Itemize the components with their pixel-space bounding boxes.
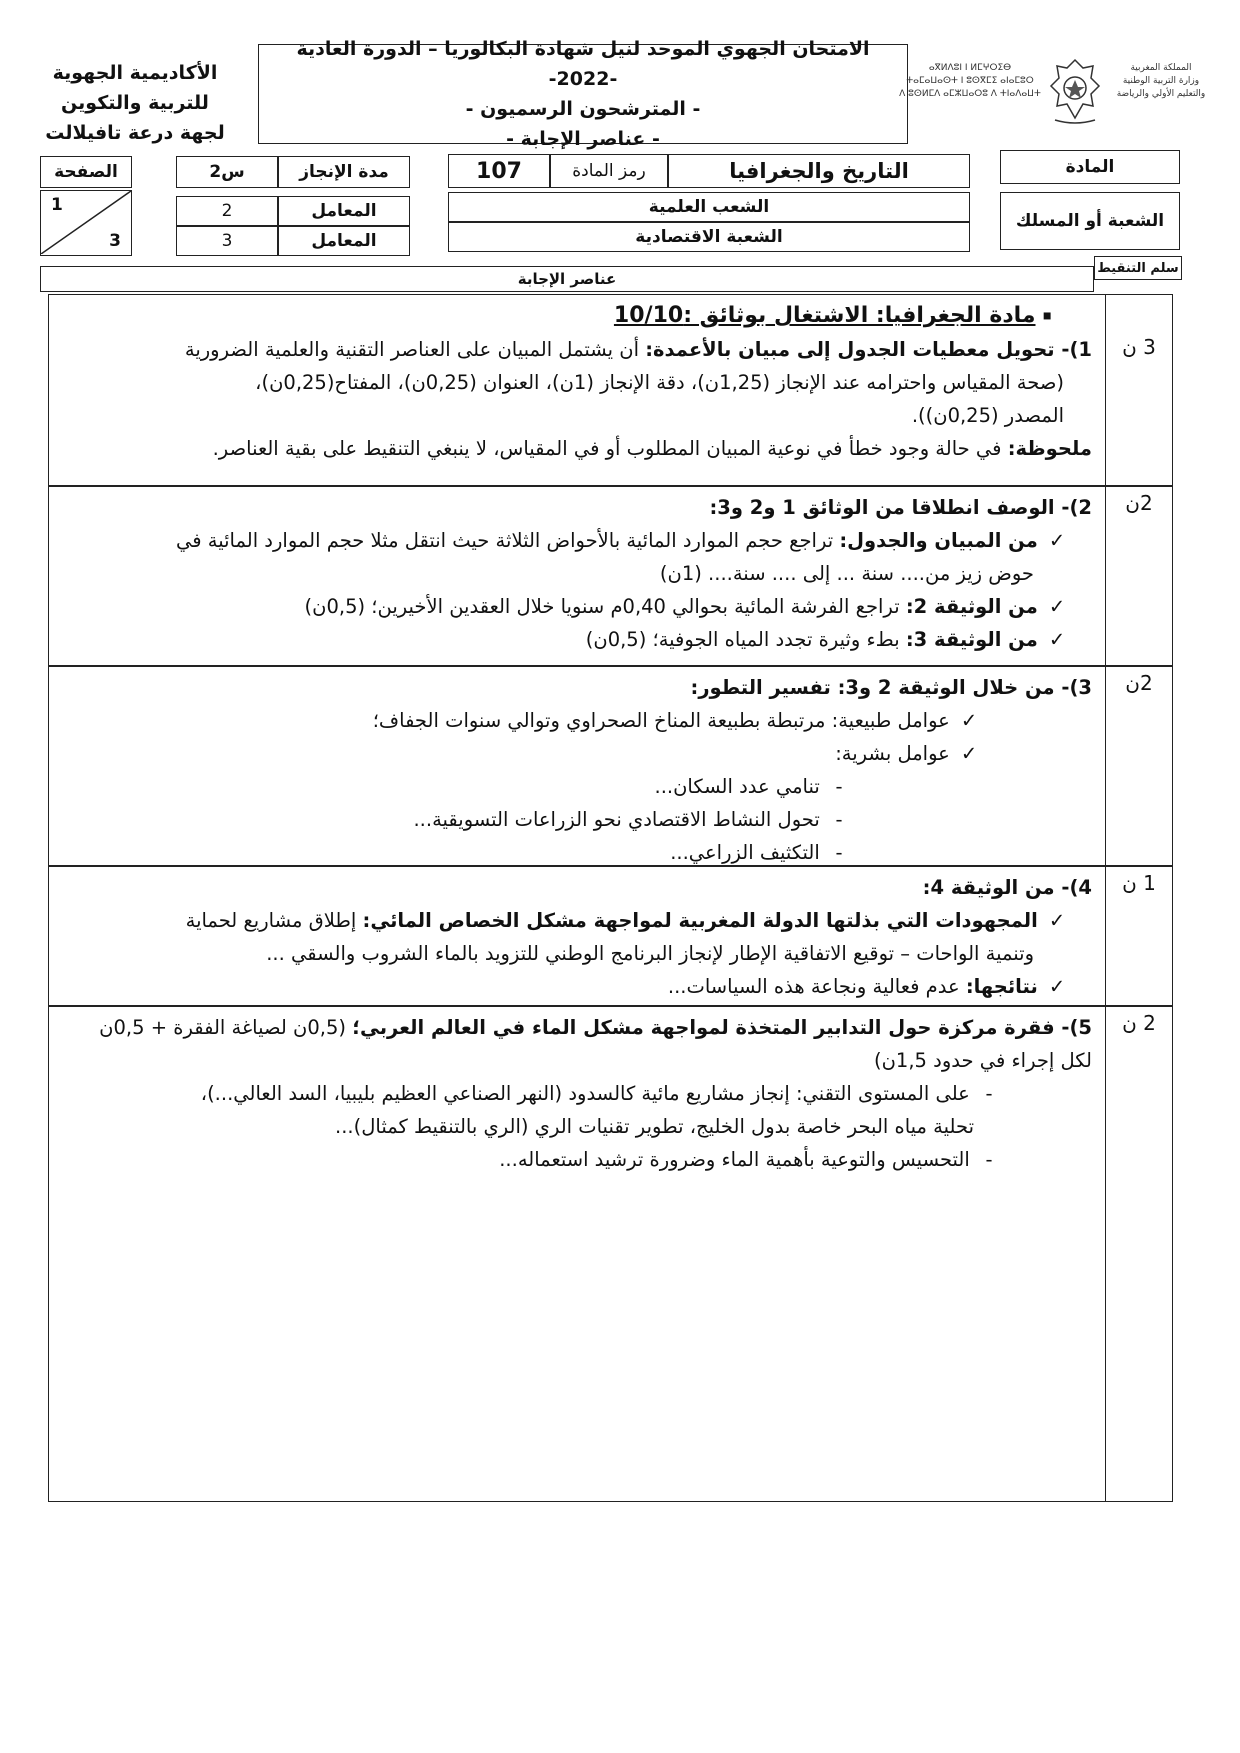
coef-label-1: المعامل — [278, 196, 410, 226]
page-current: 1 — [51, 195, 63, 215]
check-icon: ✓ — [1048, 909, 1066, 932]
geography-title: مادة الجغرافيا: الاشتغال بوثائق :10/10 — [613, 303, 1036, 328]
q2-a-label: من المبيان والجدول: — [839, 529, 1038, 552]
q3-human-2: تحول النشاط الاقتصادي نحو الزراعات التسويقية... — [413, 808, 820, 831]
score-3: 2ن — [1125, 671, 1153, 695]
q4-a-cont: وتنمية الواحات – توقيع الاتفاقية الإطار لإنجاز البرنامج الوطني للتزويد بالماء الشروب والسقي ... — [266, 942, 1034, 965]
grading-label: سلم التنقيط — [1094, 256, 1182, 280]
q4-b-label: نتائجها: — [965, 975, 1038, 998]
q5-title: 5)- فقرة مركزة حول التدابير المتخذة لمواجهة مشكل الماء في العالم العربي؛ — [352, 1016, 1092, 1039]
check-icon: ✓ — [1048, 975, 1066, 998]
exam-title-line-1: الامتحان الجهوي الموحد لنيل شهادة البكالوريا – الدورة العادية -2022- — [296, 38, 870, 90]
q3-title: 3)- من خلال الوثيقة 2 و3: تفسير التطور: — [690, 676, 1092, 699]
q3-natural: عوامل طبيعية: مرتبطة بطبيعة المناخ الصحراوي وتوالي سنوات الجفاف؛ — [372, 709, 950, 732]
q1-title: 1)- تحويل معطيات الجدول إلى مبيان بالأعمدة: — [645, 337, 1092, 361]
check-icon: ✓ — [960, 709, 978, 732]
dash-icon: - — [985, 1082, 993, 1105]
q2-a-cont: حوض زيز من.... سنة ... إلى .... سنة.... (1ن) — [659, 562, 1034, 585]
q3-human-1: تنامي عدد السكان... — [654, 775, 820, 798]
answers-header — [40, 266, 1094, 292]
dash-icon: - — [835, 808, 843, 831]
q1-text-3: المصدر (0,25ن)). — [911, 403, 1064, 427]
answer-row-3 — [48, 666, 1173, 866]
answer-row-4 — [48, 866, 1173, 1006]
subject-code-label: رمز المادة — [550, 154, 668, 188]
ministry-tifinagh: ⴰⴳⵍⴷⵓⵏ ⵏ ⵍⵎⵖⵔⵉⴱ ⵜⴰⵎⴰⵡⴰⵙⵜ ⵏ ⵓⵙⴳⵎⵉ ⴰⵏⴰⵎⵓⵔ ⴷ ⵓⵙⵍⵎⴷ ⴰⵎⵣⵡⴰⵔⵓ ⴷ ⵜⵏⴰⴷⴰⵡⵜ — [899, 63, 1041, 99]
exam-title-line-3: - عناصر الإجابة - — [506, 128, 660, 150]
q2-a-text: تراجع حجم الموارد المائية بالأحواض الثلاثة حيث انتقل مثلا حجم الموارد المائية في — [176, 529, 840, 552]
q5-point-1: على المستوى التقني: إنجاز مشاريع مائية كالسدود (النهر الصناعي العظيم بليبيا، السد العالي...)، — [200, 1082, 970, 1105]
academy-line-1: الأكاديمية الجهوية للتربية والتكوين — [52, 62, 218, 114]
check-icon: ✓ — [1048, 529, 1066, 552]
q1-text-2: (صحة المقياس واحترامه عند الإنجاز (1,25ن)، دقة الإنجاز (1ن)، العنوان (0,25ن)، المفتاح(0,25ن)، — [255, 370, 1064, 394]
q2-c-label: من الوثيقة 3: — [905, 628, 1038, 651]
q1-text-1: أن يشتمل المبيان على العناصر التقنية والعلمية الضرورية — [184, 337, 646, 361]
q2-b-label: من الوثيقة 2: — [905, 595, 1038, 618]
q5-point-1-cont: تحلية مياه البحر خاصة بدول الخليج، تطوير تقنيات الري (الري بالتنقيط كمثال)... — [335, 1115, 974, 1138]
dash-icon: - — [985, 1148, 993, 1171]
score-1: 3 ن — [1122, 335, 1156, 359]
ministry-arabic: المملكة المغربية وزارة التربية الوطنية والتعليم الأولي والرياضة — [1116, 63, 1206, 99]
q2-title: 2)- الوصف انطلاقا من الوثائق 1 و2 و3: — [709, 496, 1092, 519]
answer-content-4 — [49, 867, 1104, 1005]
q4-title: 4)- من الوثيقة 4: — [922, 876, 1092, 899]
score-5: 2 ن — [1122, 1011, 1156, 1035]
exam-title-box — [258, 38, 908, 150]
q4-a-label: المجهودات التي بذلتها الدولة المغربية لمواجهة مشكل الخصاص المائي: — [362, 909, 1038, 932]
answer-row-1 — [48, 294, 1173, 486]
answer-content-5 — [49, 1007, 1104, 1501]
note-label: ملحوظة: — [1007, 436, 1092, 460]
check-icon: ✓ — [960, 742, 978, 765]
answers-label: عناصر الإجابة — [517, 270, 617, 288]
q4-a-text: إطلاق مشاريع لحماية — [185, 909, 363, 932]
score-4: 1 ن — [1122, 871, 1156, 895]
branch-economics: الشعبة الاقتصادية — [448, 222, 970, 252]
subject-label: المادة — [1000, 150, 1180, 184]
page-number-box — [40, 190, 132, 256]
q5-title-rest: (0,5ن لصياغة الفقرة + 0,5ن — [99, 1016, 353, 1039]
branch-science: الشعب العلمية — [448, 192, 970, 222]
answer-content-2 — [49, 487, 1104, 665]
duration-value: 2س — [176, 156, 278, 188]
answer-content-1 — [49, 295, 1104, 485]
answer-row-2 — [48, 486, 1173, 666]
dash-icon: - — [835, 775, 843, 798]
ministry-logo — [895, 52, 1215, 132]
check-icon: ✓ — [1048, 628, 1066, 651]
coef-value-2: 3 — [176, 226, 278, 256]
page-label: الصفحة — [40, 156, 132, 188]
check-icon: ✓ — [1048, 595, 1066, 618]
answer-row-5 — [48, 1006, 1173, 1502]
note-text: في حالة وجود خطأ في نوعية المبيان المطلوب أو في المقياس، لا ينبغي التنقيط على بقية العناصر. — [212, 436, 1008, 460]
q3-human: عوامل بشرية: — [835, 742, 950, 765]
page-total: 3 — [109, 231, 121, 251]
q5-title-cont: لكل إجراء في حدود 1,5ن) — [873, 1049, 1092, 1072]
dash-icon: - — [835, 841, 843, 864]
score-2: 2ن — [1125, 491, 1153, 515]
academy-line-2: لجهة درعة تافيلالت — [45, 122, 225, 144]
exam-title-line-2: - المترشحون الرسميون - — [465, 98, 701, 120]
coat-of-arms-icon — [1045, 56, 1105, 126]
q5-point-2: التحسيس والتوعية بأهمية الماء وضرورة ترشيد استعماله... — [499, 1148, 970, 1171]
q2-c-text: بطء وثيرة تجدد المياه الجوفية؛ (0,5ن) — [585, 628, 906, 651]
branch-label: الشعبة أو المسلك — [1000, 192, 1180, 250]
coef-label-2: المعامل — [278, 226, 410, 256]
subject-value: التاريخ والجغرافيا — [668, 154, 970, 188]
square-bullet-icon: ▪ — [1042, 307, 1052, 324]
q2-b-text: تراجع الفرشة المائية بحوالي 0,40م سنويا خلال العقدين الأخيرين؛ (0,5ن) — [304, 595, 906, 618]
answer-content-3 — [49, 667, 1104, 865]
coef-value-1: 2 — [176, 196, 278, 226]
duration-label: مدة الإنجاز — [278, 156, 410, 188]
subject-code-value: 107 — [448, 154, 550, 188]
academy-name — [40, 58, 230, 148]
q4-b-text: عدم فعالية ونجاعة هذه السياسات... — [667, 975, 966, 998]
q3-human-3: التكثيف الزراعي... — [670, 841, 820, 864]
